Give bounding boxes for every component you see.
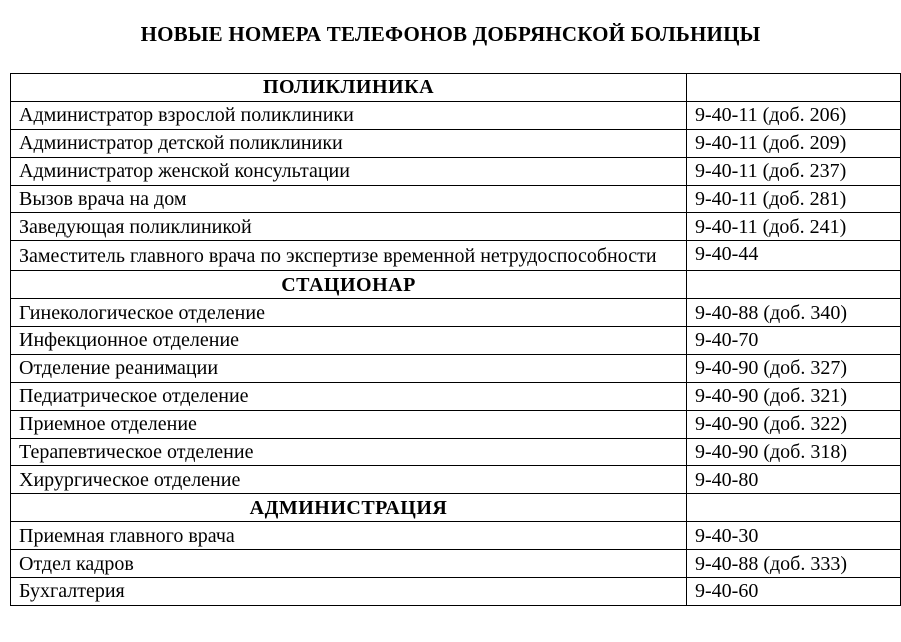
department-name: Педиатрическое отделение — [11, 382, 687, 410]
page-title: НОВЫЕ НОМЕРА ТЕЛЕФОНОВ ДОБРЯНСКОЙ БОЛЬНИЦЫ — [140, 22, 761, 46]
phone-number: 9-40-11 (доб. 209) — [687, 129, 901, 157]
section-heading: АДМИНИСТРАЦИЯ — [11, 494, 687, 522]
department-name: Вызов врача на дом — [11, 185, 687, 213]
phone-number: 9-40-44 — [687, 241, 901, 271]
department-name: Отдел кадров — [11, 550, 687, 578]
phone-number: 9-40-30 — [687, 522, 901, 550]
department-name: Гинекологическое отделение — [11, 299, 687, 327]
phone-number: 9-40-70 — [687, 327, 901, 355]
phone-number: 9-40-11 (доб. 206) — [687, 101, 901, 129]
section-heading: ПОЛИКЛИНИКА — [11, 74, 687, 102]
department-name: Заведующая поликлиникой — [11, 213, 687, 241]
empty-phone-cell — [687, 271, 901, 299]
table-row — [11, 438, 901, 466]
table-row — [11, 101, 901, 129]
empty-phone-cell — [687, 494, 901, 522]
empty-phone-cell — [687, 74, 901, 102]
table-row — [11, 241, 901, 271]
phone-number: 9-40-60 — [687, 578, 901, 606]
table-row — [11, 410, 901, 438]
table-row — [11, 213, 901, 241]
table-row — [11, 299, 901, 327]
phone-number: 9-40-88 (доб. 340) — [687, 299, 901, 327]
department-name: Инфекционное отделение — [11, 327, 687, 355]
department-name: Приемное отделение — [11, 410, 687, 438]
table-row — [11, 466, 901, 494]
department-name: Заместитель главного врача по экспертизе временной нетрудоспособности — [11, 241, 687, 271]
phone-table — [10, 73, 901, 606]
phone-number: 9-40-90 (доб. 321) — [687, 382, 901, 410]
table-row — [11, 382, 901, 410]
phone-number: 9-40-80 — [687, 466, 901, 494]
table-row — [11, 185, 901, 213]
table-row — [11, 157, 901, 185]
department-name: Администратор детской поликлиники — [11, 129, 687, 157]
department-name: Администратор женской консультации — [11, 157, 687, 185]
phone-number: 9-40-90 (доб. 322) — [687, 410, 901, 438]
table-row — [11, 578, 901, 606]
table-row — [11, 129, 901, 157]
phone-number: 9-40-11 (доб. 241) — [687, 213, 901, 241]
phone-number: 9-40-88 (доб. 333) — [687, 550, 901, 578]
department-name: Бухгалтерия — [11, 578, 687, 606]
table-row — [11, 327, 901, 355]
phone-number: 9-40-90 (доб. 327) — [687, 354, 901, 382]
department-name: Отделение реанимации — [11, 354, 687, 382]
section-header-row — [11, 494, 901, 522]
department-name: Администратор взрослой поликлиники — [11, 101, 687, 129]
phone-number: 9-40-90 (доб. 318) — [687, 438, 901, 466]
table-row — [11, 354, 901, 382]
department-name: Приемная главного врача — [11, 522, 687, 550]
department-name: Терапевтическое отделение — [11, 438, 687, 466]
section-heading: СТАЦИОНАР — [11, 271, 687, 299]
phone-number: 9-40-11 (доб. 237) — [687, 157, 901, 185]
section-header-row — [11, 271, 901, 299]
section-header-row — [11, 74, 901, 102]
department-name: Хирургическое отделение — [11, 466, 687, 494]
table-row — [11, 522, 901, 550]
phone-number: 9-40-11 (доб. 281) — [687, 185, 901, 213]
table-row — [11, 550, 901, 578]
